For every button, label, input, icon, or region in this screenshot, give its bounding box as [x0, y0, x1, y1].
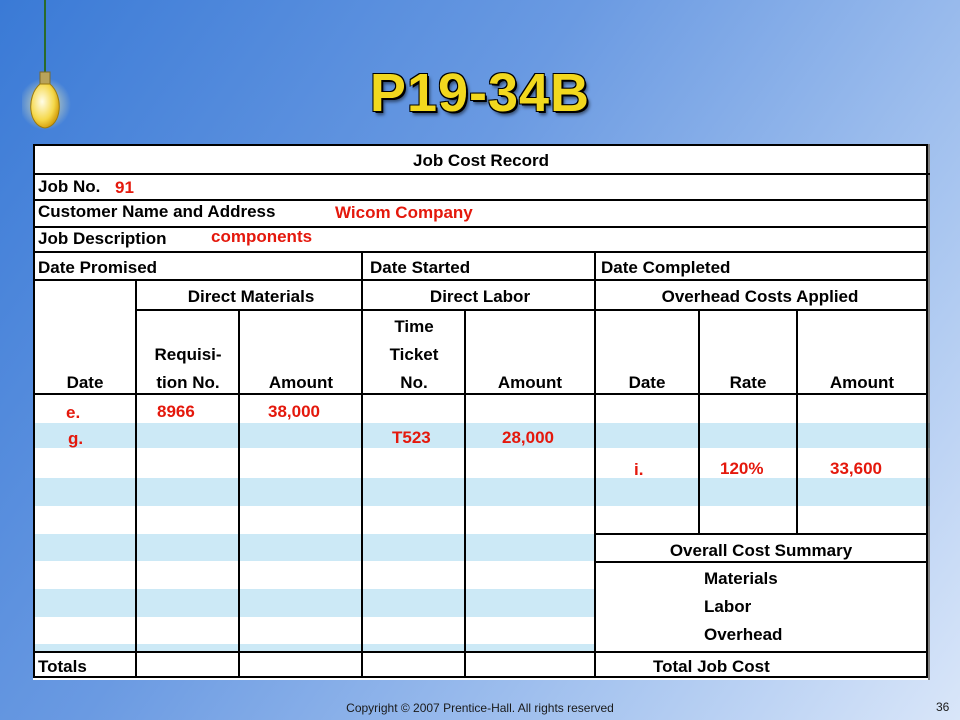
description-value: components — [211, 227, 313, 246]
stripe — [595, 478, 930, 506]
summary-heading: Overall Cost Summary — [669, 541, 853, 560]
col-dm-amount: Amount — [268, 373, 334, 392]
record-heading: Job Cost Record — [412, 151, 550, 170]
col-ticket-line2: Ticket — [389, 345, 439, 364]
page-number: 36 — [936, 700, 950, 714]
col-requisition-line2: tion No. — [156, 373, 220, 392]
entry-g-amount: 28,000 — [502, 428, 554, 447]
entry-g-ticket: T523 — [392, 428, 431, 447]
job-cost-record-table — [33, 144, 930, 680]
date-started-label: Date Started — [370, 258, 471, 277]
group-overhead: Overhead Costs Applied — [661, 287, 859, 306]
entry-e-requisition: 8966 — [157, 402, 195, 421]
col-dl-amount: Amount — [497, 373, 563, 392]
summary-materials: Materials — [704, 569, 778, 588]
stripe — [595, 423, 930, 448]
group-direct-labor: Direct Labor — [429, 287, 531, 306]
col-oh-date: Date — [628, 373, 666, 392]
totals-label: Totals — [38, 657, 87, 676]
job-no-label: Job No. — [38, 177, 101, 196]
date-promised-label: Date Promised — [38, 258, 158, 277]
entry-g-date: g. — [68, 429, 84, 448]
stripe — [33, 534, 595, 561]
entry-e-date: e. — [66, 403, 81, 422]
stripe — [33, 644, 595, 652]
entry-e-amount: 38,000 — [268, 402, 320, 421]
col-rate: Rate — [729, 373, 767, 392]
entry-i-amount: 33,600 — [830, 459, 882, 478]
description-label: Job Description — [38, 229, 167, 248]
stripe — [33, 478, 595, 506]
summary-labor: Labor — [704, 597, 752, 616]
slide-title: P19-34B — [369, 63, 591, 123]
col-requisition-line1: Requisi- — [154, 345, 222, 364]
customer-value: Wicom Company — [335, 203, 473, 222]
summary-overhead: Overhead — [704, 625, 783, 644]
group-direct-materials: Direct Materials — [187, 287, 315, 306]
col-ticket-line3: No. — [400, 373, 428, 392]
stripe — [33, 589, 595, 617]
col-date: Date — [66, 373, 104, 392]
total-job-cost-label: Total Job Cost — [653, 657, 770, 676]
job-no-value: 91 — [115, 178, 134, 197]
date-completed-label: Date Completed — [601, 258, 731, 277]
col-oh-amount: Amount — [829, 373, 895, 392]
customer-label: Customer Name and Address — [38, 202, 276, 221]
copyright-footer: Copyright © 2007 Prentice-Hall. All rights reserved — [346, 701, 614, 715]
col-ticket-line1: Time — [394, 317, 434, 336]
entry-i-date: i. — [634, 460, 644, 479]
entry-i-rate: 120% — [720, 459, 764, 478]
